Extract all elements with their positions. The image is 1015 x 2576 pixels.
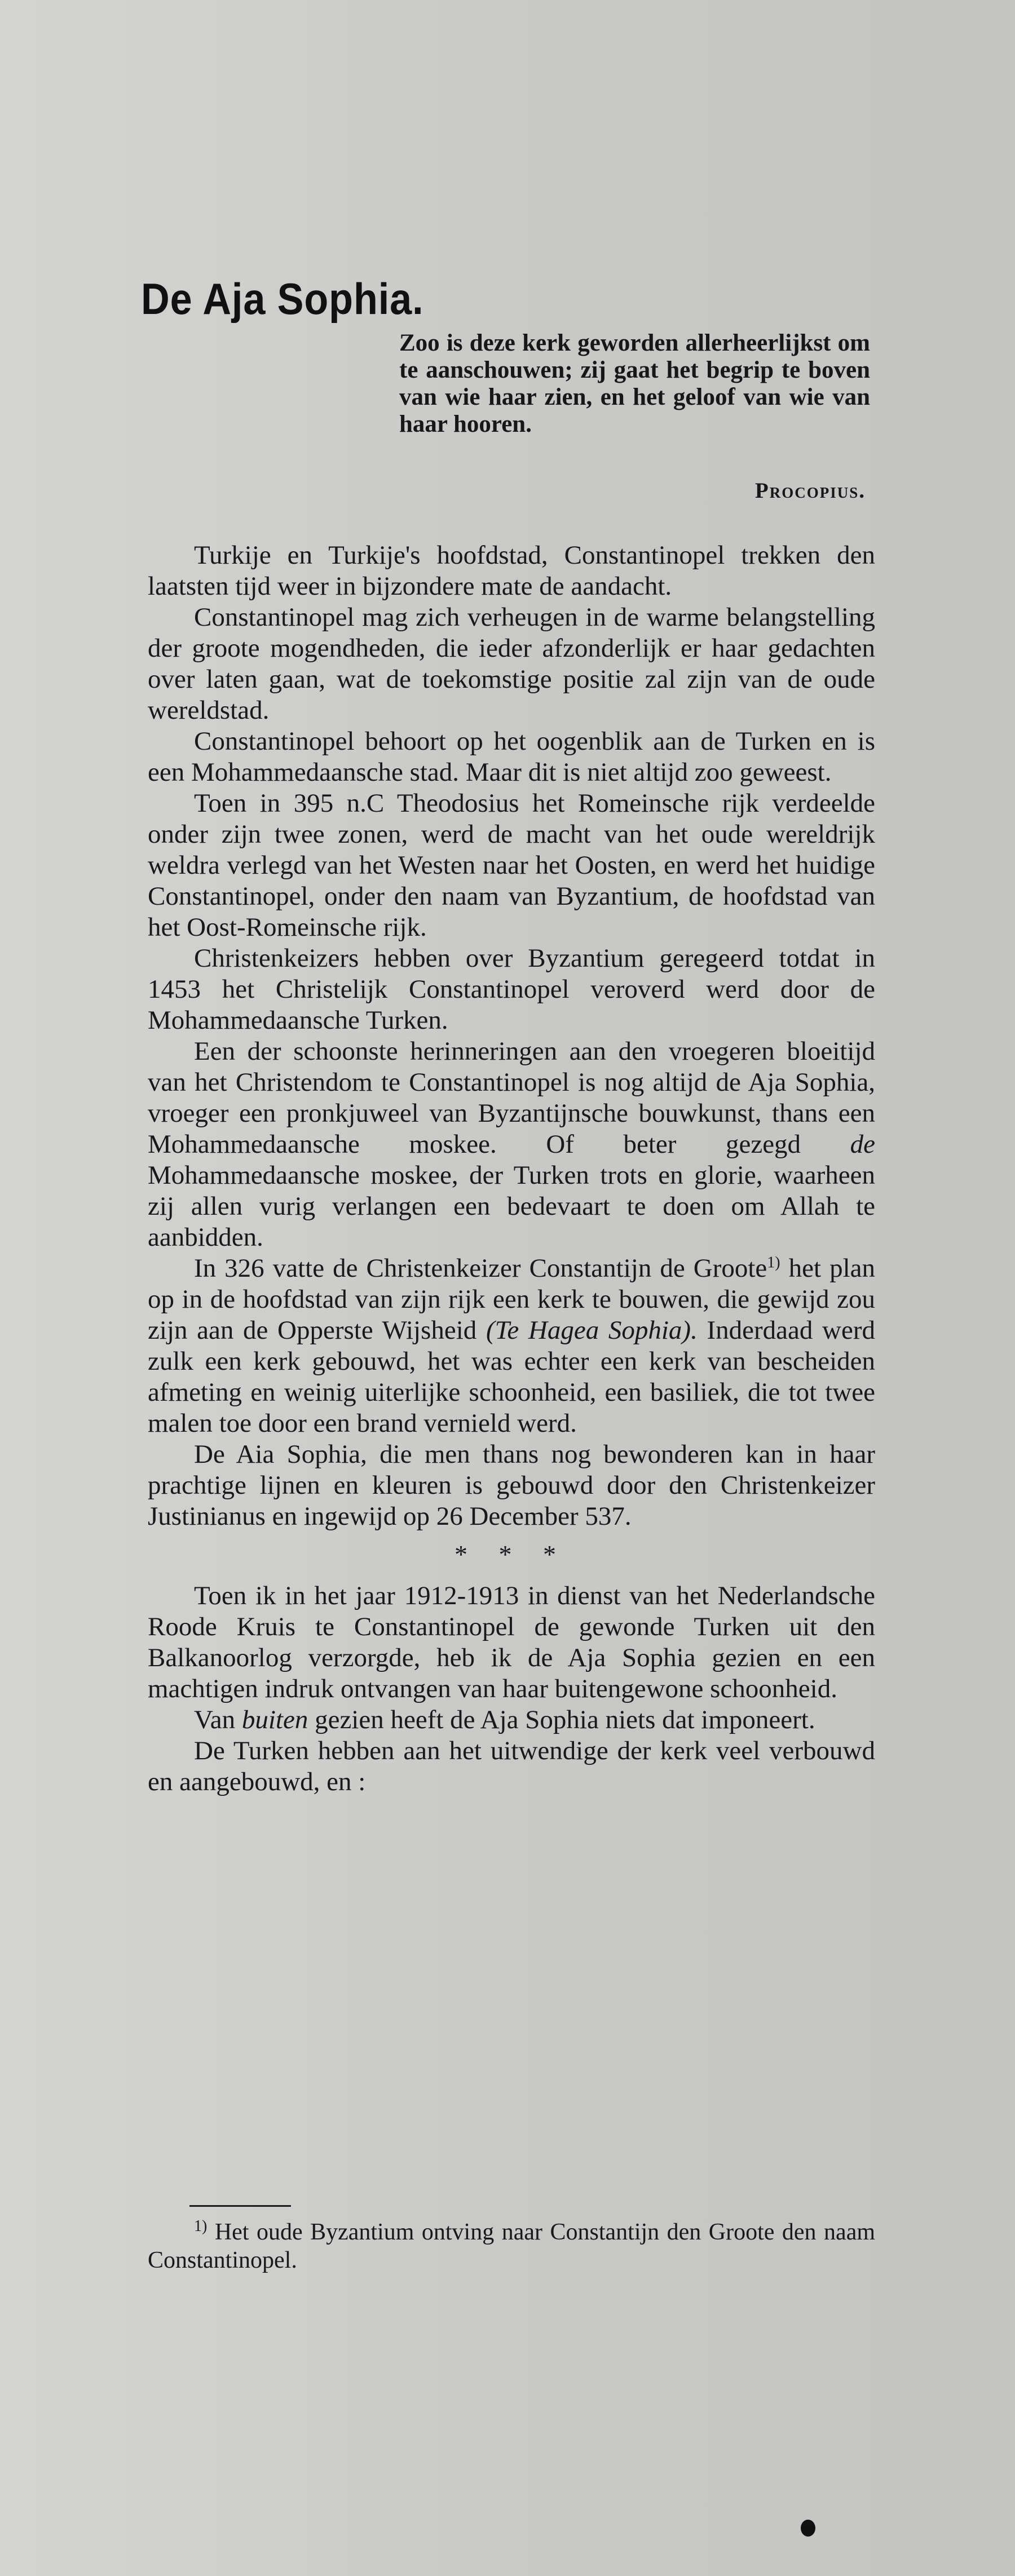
paragraph-6-emphasis: de <box>850 1130 875 1159</box>
paragraph-7-text-c: Inderdaad werd zulk een kerk gebouwd, het was echter een kerk van bescheiden afmeting en weinig uiterlijke schoonheid, een basiliek, die tot twee malen toe door een brand vernield werd. <box>148 1316 875 1438</box>
paragraph-4: Toen in 395 n.C Theodosius het Romeinsche rijk verdeelde onder zijn twee zonen, werd de macht van het oude wereldrijk weldra verlegd van het Westen naar het Oosten, en werd het huidige Constantinopel, onder den naam van Byzantium, de hoofdstad van het Oost-Romeinsche rijk. <box>148 789 875 942</box>
paragraph-6 <box>148 1036 875 1253</box>
epigraph-quote: Zoo is deze kerk geworden allerheerlijkst om te aanschouwen; zij gaat het begrip te boven van wie haar zien, en het geloof van wie van haar hooren. <box>399 330 870 437</box>
paragraph-7-text-a: In 326 vatte de Christenkeizer Constantijn de Groote <box>194 1254 767 1283</box>
paragraph-3: Constantinopel behoort op het oogenblik aan de Turken en is een Mohammedaansche stad. Maar dit is niet altijd zoo geweest. <box>148 727 875 787</box>
paragraph-7-emphasis: (Te Hagea Sophia). <box>486 1316 698 1345</box>
paragraph-8: De Aia Sophia, die men thans nog bewonderen kan in haar prachtige lijnen en kleuren is gebouwd door den Christenkeizer Justinianus en ingewijd op 26 December 537. <box>148 1440 875 1531</box>
paragraph-10-text-a: Van <box>194 1705 242 1734</box>
paragraph-10-emphasis: buiten <box>241 1705 308 1734</box>
article-body <box>148 540 875 1798</box>
paragraph-6-text-a: Een der schoonste herinneringen aan den vroegeren bloeitijd van het Christendom te Constantinopel is nog altijd de Aja Sophia, vroeger een pronkjuweel van Byzantijnsche bouwkunst, thans een Mohammedaansche moskee. Of beter gezegd <box>148 1037 875 1159</box>
paragraph-10-text-b: gezien heeft de Aja Sophia niets dat imponeert. <box>308 1705 815 1734</box>
paragraph-1: Turkije en Turkije's hoofdstad, Constantinopel trekken den laatsten tijd weer in bijzondere mate de aandacht. <box>148 541 875 601</box>
ink-blot <box>801 2520 815 2537</box>
paragraph-10 <box>148 1705 875 1736</box>
footnote-rule <box>189 2205 291 2207</box>
paragraph-5: Christenkeizers hebben over Byzantium geregeerd totdat in 1453 het Christelijk Constantinopel veroverd werd door de Mohammedaansche Turken. <box>148 944 875 1035</box>
paragraph-9: Toen ik in het jaar 1912-1913 in dienst van het Nederlandsche Roode Kruis te Constantinopel de gewonde Turken uit den Balkanoorlog verzorgde, heb ik de Aja Sophia gezien en een machtigen indruk ontvangen van haar buitengewone schoonheid. <box>148 1581 875 1703</box>
article-title: De Aja Sophia. <box>141 274 424 324</box>
paragraph-6-text-b: Mohammedaansche moskee, der Turken trots en glorie, waarheen zij allen vurig verlangen een bedevaart te doen om Allah te aanbidden. <box>148 1161 875 1252</box>
paragraph-7 <box>148 1253 875 1439</box>
paragraph-7-text-b: het plan op in de hoofdstad van zijn rijk een kerk te bouwen, die gewijd zou zijn aan de Opperste Wijsheid <box>148 1254 876 1345</box>
paragraph-2: Constantinopel mag zich verheugen in de warme belangstelling der groote mogendheden, die ieder afzonderlijk er haar gedachten over laten gaan, wat de toekomstige positie zal zijn van de oude wereldstad. <box>148 603 875 725</box>
footnote-text: Het oude Byzantium ontving naar Constantijn den Groote den naam Constantinopel. <box>148 2219 875 2273</box>
footnote <box>148 2218 875 2274</box>
paragraph-11: De Turken hebben aan het uitwendige der kerk veel verbouwd en aangebouwd, en : <box>148 1736 875 1796</box>
footnote-reference: 1) <box>767 1254 780 1272</box>
footnote-marker: 1) <box>194 2218 208 2235</box>
epigraph-author: Procopius. <box>754 479 866 503</box>
section-divider: * * * <box>454 1540 568 1569</box>
